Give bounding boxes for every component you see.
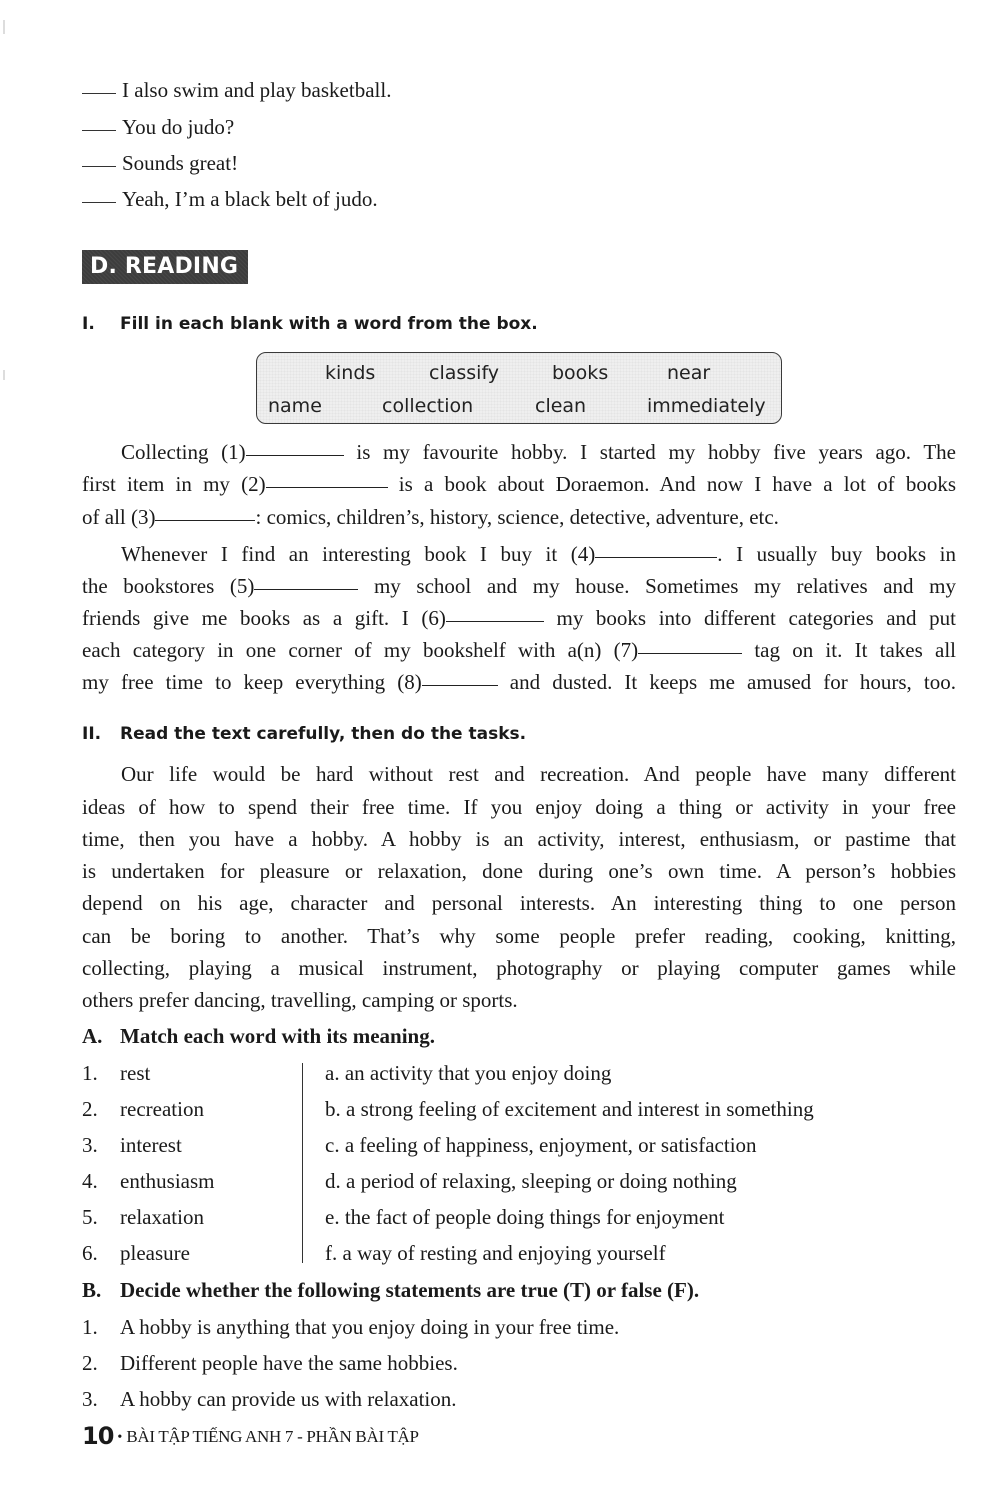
passage-line: collecting, playing a musical instrument, photography or playing computer games while [82, 956, 956, 980]
dialogue-item: You do judo? [82, 113, 234, 141]
blank-8[interactable] [422, 685, 498, 686]
scan-speck [3, 20, 5, 34]
blank-6[interactable] [446, 621, 544, 622]
passage-line: can be boring to another. That’s why some people prefer reading, cooking, knitting, [82, 924, 956, 948]
paragraph-line: my free time to keep everything (8) and dusted. It keeps me amused for hours, too. [82, 670, 956, 694]
exercise-2-instruction: II. Read the text carefully, then do the tasks. [82, 724, 527, 744]
match-word[interactable]: 3. interest [82, 1133, 182, 1157]
dialogue-item: Yeah, I’m a black belt of judo. [82, 185, 378, 213]
paragraph-line: Whenever I find an interesting book I buy it (4) . I usually buy books in [121, 542, 956, 566]
blank-7[interactable] [638, 653, 742, 654]
section-heading-reading: D. READING [82, 250, 248, 284]
match-word[interactable]: 5. relaxation [82, 1205, 204, 1229]
page-number: 10 [82, 1422, 114, 1450]
passage-line: time, then you have a hobby. A hobby is an activity, interest, enthusiasm, or pastime that [82, 827, 956, 851]
paragraph-line: the bookstores (5) my school and my house. Sometimes my relatives and my [82, 574, 956, 598]
blank-2[interactable] [266, 487, 388, 488]
passage-line: others prefer dancing, travelling, camping or sports. [82, 988, 518, 1012]
statement[interactable]: 1. A hobby is anything that you enjoy doing in your free time. [82, 1315, 620, 1339]
dialogue-item: I also swim and play basketball. [82, 76, 391, 104]
match-word[interactable]: 2. recreation [82, 1097, 204, 1121]
passage-line: is undertaken for pleasure or relaxation, done during one’s own time. A person’s hobbies [82, 859, 956, 883]
match-meaning[interactable]: f. a way of resting and enjoying yourself [325, 1241, 666, 1265]
word-box [256, 352, 782, 424]
match-word[interactable]: 1. rest [82, 1061, 151, 1085]
statement[interactable]: 2. Different people have the same hobbies. [82, 1351, 458, 1375]
passage-line: depend on his age, character and personal interests. An interesting thing to one person [82, 891, 956, 915]
order-blank[interactable] [82, 202, 116, 203]
exercise-1-instruction: I. Fill in each blank with a word from the box. [82, 314, 538, 334]
word-option: clean [535, 395, 587, 417]
page-footer [82, 1422, 419, 1450]
match-meaning[interactable]: d. a period of relaxing, sleeping or doing nothing [325, 1169, 737, 1193]
statement[interactable]: 3. A hobby can provide us with relaxation. [82, 1387, 457, 1411]
word-option: name [268, 395, 322, 417]
blank-3[interactable] [155, 520, 255, 521]
paragraph-line: Collecting (1) is my favourite hobby. I started my hobby five years ago. The [121, 440, 957, 464]
match-word[interactable]: 4. enthusiasm [82, 1169, 215, 1193]
blank-1[interactable] [246, 455, 344, 456]
column-divider [302, 1063, 303, 1263]
paragraph-line: first item in my (2) is a book about Doraemon. And now I have a lot of books [82, 472, 956, 496]
word-option: classify [429, 362, 500, 384]
passage-line: Our life would be hard without rest and recreation. And people have many different [121, 762, 956, 786]
passage-line: ideas of how to spend their free time. If you enjoy doing a thing or activity in your free [82, 795, 956, 819]
match-meaning[interactable]: b. a strong feeling of excitement and interest in something [325, 1097, 814, 1121]
paragraph-line: each category in one corner of my bookshelf with a(n) (7) tag on it. It takes all [82, 638, 956, 662]
order-blank[interactable] [82, 166, 116, 167]
scan-speck [3, 370, 5, 380]
bullet-icon: • [117, 1430, 123, 1445]
match-meaning[interactable]: e. the fact of people doing things for enjoyment [325, 1205, 725, 1229]
match-meaning[interactable]: c. a feeling of happiness, enjoyment, or satisfaction [325, 1133, 757, 1157]
task-a-heading: A. Match each word with its meaning. [82, 1024, 435, 1048]
task-b-heading: B. Decide whether the following statements are true (T) or false (F). [82, 1278, 700, 1302]
paragraph-line: of all (3) : comics, children’s, history, science, detective, adventure, etc. [82, 505, 779, 529]
word-option: near [667, 362, 711, 384]
book-title: BÀI TẬP TIẾNG ANH 7 - PHẦN BÀI TẬP [126, 1427, 419, 1446]
word-option: books [552, 362, 609, 384]
order-blank[interactable] [82, 93, 116, 94]
match-word[interactable]: 6. pleasure [82, 1241, 190, 1265]
match-meaning[interactable]: a. an activity that you enjoy doing [325, 1061, 612, 1085]
blank-5[interactable] [254, 589, 358, 590]
word-option: immediately [647, 395, 766, 417]
exercise-number: II. [82, 724, 102, 744]
exercise-number: I. [82, 314, 95, 334]
order-blank[interactable] [82, 130, 116, 131]
word-option: kinds [325, 362, 376, 384]
word-option: collection [382, 395, 474, 417]
dialogue-item: Sounds great! [82, 149, 238, 177]
blank-4[interactable] [595, 557, 717, 558]
paragraph-line: friends give me books as a gift. I (6) my books into different categories and put [82, 606, 956, 630]
